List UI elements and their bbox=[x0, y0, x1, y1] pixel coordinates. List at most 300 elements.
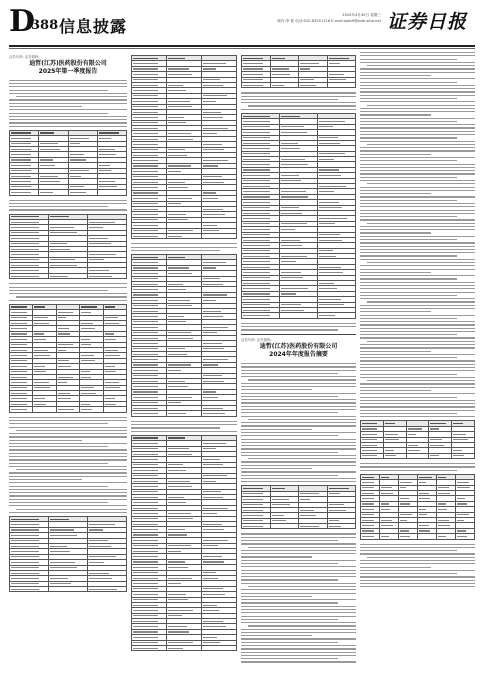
table-row bbox=[10, 587, 127, 592]
text-line bbox=[131, 421, 237, 422]
table-row bbox=[10, 273, 127, 278]
section-title: 信息披露 bbox=[59, 17, 128, 36]
text-line bbox=[248, 586, 356, 587]
text-line bbox=[241, 109, 356, 110]
text-line bbox=[9, 456, 127, 457]
text-line bbox=[9, 486, 108, 487]
financial-table bbox=[9, 130, 127, 196]
text-line bbox=[360, 265, 475, 266]
table-cell bbox=[167, 646, 202, 651]
text-line bbox=[360, 410, 475, 411]
text-line bbox=[9, 203, 127, 204]
text-line bbox=[9, 512, 127, 513]
announcement-header bbox=[9, 54, 127, 76]
table-cell bbox=[97, 190, 126, 195]
text-line bbox=[131, 243, 237, 244]
text-line bbox=[360, 563, 475, 564]
text-line bbox=[9, 440, 82, 441]
text-line bbox=[248, 419, 356, 420]
text-line bbox=[241, 645, 356, 646]
text-line bbox=[360, 101, 475, 102]
table-cell bbox=[299, 524, 328, 529]
text-line bbox=[360, 118, 475, 119]
shareholder-table bbox=[9, 304, 127, 413]
text-line bbox=[241, 596, 312, 597]
table-cell bbox=[88, 273, 127, 278]
text-line bbox=[360, 193, 431, 194]
table-cell bbox=[33, 407, 56, 412]
text-line bbox=[241, 658, 338, 659]
table-cell bbox=[49, 273, 88, 278]
balance-sheet-table bbox=[131, 55, 237, 239]
text-line bbox=[241, 583, 356, 584]
announcement-company: 迪哲(江苏)医药股份有限公司 bbox=[29, 60, 107, 67]
text-line bbox=[360, 550, 457, 551]
text-line bbox=[360, 213, 475, 214]
text-line bbox=[9, 427, 127, 428]
text-line bbox=[9, 433, 127, 434]
text-line bbox=[360, 570, 475, 571]
text-line bbox=[360, 180, 475, 181]
text-line bbox=[367, 380, 475, 381]
text-line bbox=[241, 655, 356, 656]
text-line bbox=[241, 323, 356, 324]
text-line bbox=[241, 593, 356, 594]
shareholder-table bbox=[360, 474, 475, 540]
text-line bbox=[360, 282, 475, 283]
text-line bbox=[360, 154, 431, 155]
text-line bbox=[360, 377, 475, 378]
text-line bbox=[241, 550, 356, 551]
text-line bbox=[360, 88, 475, 89]
column-3 bbox=[241, 52, 356, 692]
text-line bbox=[360, 397, 457, 398]
announcement-code-line: 证券代码: 证券简称: bbox=[241, 338, 272, 343]
text-line bbox=[360, 295, 457, 296]
text-line bbox=[360, 108, 475, 109]
text-line bbox=[241, 326, 356, 327]
text-line bbox=[241, 435, 338, 436]
text-line bbox=[241, 576, 356, 577]
text-line bbox=[241, 445, 356, 446]
table-cell bbox=[132, 233, 167, 238]
text-line bbox=[360, 52, 475, 53]
text-line bbox=[241, 452, 338, 453]
text-line bbox=[241, 599, 356, 600]
text-line bbox=[241, 376, 356, 377]
text-line bbox=[9, 83, 127, 84]
text-line bbox=[360, 583, 475, 584]
text-line bbox=[360, 141, 475, 142]
text-line bbox=[241, 635, 312, 636]
text-line bbox=[241, 556, 312, 557]
cash-flow-table bbox=[241, 113, 356, 319]
text-line bbox=[241, 589, 356, 590]
masthead-rule-thin bbox=[9, 48, 475, 49]
table-cell bbox=[452, 453, 475, 458]
text-line bbox=[9, 417, 127, 418]
financial-table bbox=[9, 516, 127, 592]
text-line bbox=[9, 287, 127, 288]
table-cell bbox=[68, 190, 97, 195]
text-line bbox=[360, 400, 475, 401]
text-line bbox=[9, 482, 127, 483]
text-line bbox=[360, 249, 475, 250]
text-line bbox=[360, 239, 457, 240]
section-divider bbox=[241, 334, 356, 335]
text-line bbox=[360, 226, 475, 227]
text-line bbox=[9, 423, 108, 424]
text-line bbox=[9, 200, 127, 201]
text-line bbox=[360, 177, 457, 178]
table-cell bbox=[383, 453, 406, 458]
text-line bbox=[131, 250, 220, 251]
text-line bbox=[360, 285, 475, 286]
table-cell bbox=[167, 233, 202, 238]
text-line bbox=[367, 341, 475, 342]
text-line bbox=[241, 370, 356, 371]
text-line bbox=[360, 190, 475, 191]
text-line bbox=[360, 173, 475, 174]
text-line bbox=[360, 544, 475, 545]
text-line bbox=[367, 144, 475, 145]
date-line: 2025年4月30日 星期三 bbox=[342, 13, 381, 17]
text-line bbox=[360, 236, 475, 237]
text-line bbox=[241, 386, 356, 387]
body-text-block bbox=[241, 533, 356, 662]
text-line bbox=[241, 553, 356, 554]
text-line bbox=[9, 502, 108, 503]
text-line bbox=[241, 616, 356, 617]
text-line bbox=[360, 242, 475, 243]
text-line bbox=[241, 638, 356, 639]
text-line bbox=[9, 113, 108, 114]
table-cell bbox=[399, 534, 418, 539]
text-line bbox=[360, 278, 457, 279]
text-line bbox=[360, 463, 475, 464]
text-line bbox=[360, 95, 475, 96]
text-line bbox=[248, 547, 356, 548]
text-line bbox=[360, 586, 475, 587]
text-line bbox=[360, 288, 475, 289]
text-line bbox=[360, 344, 475, 345]
income-statement-table bbox=[131, 254, 237, 417]
text-line bbox=[360, 98, 457, 99]
text-line bbox=[241, 661, 356, 662]
announcement-title: 2025年第一季度报告 bbox=[38, 68, 98, 75]
text-line bbox=[248, 458, 356, 459]
text-line bbox=[360, 147, 475, 148]
table-cell bbox=[202, 411, 237, 416]
text-line bbox=[9, 119, 127, 120]
body-text-block bbox=[131, 243, 237, 251]
text-line bbox=[9, 122, 127, 123]
text-line bbox=[360, 259, 475, 260]
text-line bbox=[360, 403, 475, 404]
text-line bbox=[9, 459, 127, 460]
text-line bbox=[9, 449, 127, 450]
text-line bbox=[241, 537, 356, 538]
text-line bbox=[360, 360, 475, 361]
text-line bbox=[241, 439, 356, 440]
text-line bbox=[241, 632, 356, 633]
body-text-block bbox=[241, 366, 356, 482]
text-line bbox=[241, 478, 356, 479]
table-cell bbox=[103, 407, 126, 412]
text-line bbox=[360, 82, 457, 83]
text-line bbox=[241, 373, 338, 374]
text-line bbox=[360, 246, 475, 247]
text-line bbox=[360, 357, 457, 358]
text-line bbox=[9, 86, 127, 87]
text-line bbox=[9, 443, 127, 444]
text-line bbox=[9, 90, 108, 91]
text-line bbox=[9, 489, 127, 490]
text-line bbox=[16, 509, 127, 510]
text-line bbox=[9, 283, 127, 284]
table-cell bbox=[10, 407, 33, 412]
text-line bbox=[131, 247, 237, 248]
text-line bbox=[360, 72, 475, 73]
table-row bbox=[242, 82, 356, 87]
table-cell bbox=[132, 411, 167, 416]
newspaper-logo: 证券日报 bbox=[387, 11, 468, 33]
text-line bbox=[9, 476, 127, 477]
table-cell bbox=[242, 313, 280, 318]
text-line bbox=[9, 116, 127, 117]
text-line bbox=[241, 481, 356, 482]
header-divider bbox=[9, 80, 127, 81]
body-text-block bbox=[360, 52, 475, 417]
text-line bbox=[360, 560, 475, 561]
header-divider bbox=[241, 363, 356, 364]
table-cell bbox=[318, 313, 356, 318]
text-line bbox=[360, 324, 475, 325]
text-line bbox=[9, 453, 127, 454]
column-1 bbox=[9, 52, 127, 692]
text-line bbox=[367, 223, 475, 224]
table-cell bbox=[10, 587, 49, 592]
text-line bbox=[241, 606, 356, 607]
table-cell bbox=[327, 82, 356, 87]
table-cell bbox=[361, 453, 384, 458]
text-line bbox=[241, 619, 338, 620]
text-line bbox=[360, 567, 431, 568]
text-line bbox=[360, 229, 475, 230]
text-line bbox=[360, 576, 475, 577]
text-line bbox=[360, 406, 475, 407]
text-line bbox=[360, 470, 457, 471]
cash-flow-table bbox=[131, 435, 237, 652]
announcement-code-line: 证券代码: 证券简称: bbox=[9, 55, 40, 59]
text-line bbox=[241, 642, 338, 643]
table-cell bbox=[10, 273, 49, 278]
text-line bbox=[360, 160, 457, 161]
text-line bbox=[360, 334, 457, 335]
text-line bbox=[241, 455, 356, 456]
body-text-block bbox=[9, 200, 127, 211]
text-line bbox=[241, 442, 356, 443]
text-line bbox=[360, 354, 475, 355]
table-row bbox=[361, 453, 475, 458]
text-line bbox=[241, 383, 356, 384]
text-line bbox=[241, 432, 356, 433]
text-line bbox=[360, 55, 475, 56]
table-cell bbox=[80, 407, 103, 412]
text-line bbox=[360, 157, 475, 158]
text-line bbox=[241, 412, 338, 413]
text-line bbox=[241, 570, 356, 571]
table-cell bbox=[299, 82, 328, 87]
text-line bbox=[9, 420, 127, 421]
text-line bbox=[131, 427, 220, 428]
masthead-meta bbox=[241, 12, 381, 24]
body-text-block bbox=[360, 463, 475, 471]
text-line bbox=[241, 96, 356, 97]
text-line bbox=[360, 59, 457, 60]
text-line bbox=[360, 311, 431, 312]
table-row bbox=[242, 524, 356, 529]
text-line bbox=[360, 370, 475, 371]
text-line bbox=[360, 331, 475, 332]
text-line bbox=[360, 367, 475, 368]
text-line bbox=[9, 106, 82, 107]
text-line bbox=[360, 387, 475, 388]
table-cell bbox=[202, 646, 237, 651]
column-2 bbox=[131, 52, 237, 692]
text-line bbox=[241, 399, 356, 400]
text-line bbox=[360, 170, 475, 171]
text-line bbox=[248, 625, 356, 626]
text-line bbox=[360, 318, 457, 319]
text-line bbox=[9, 495, 127, 496]
text-line bbox=[360, 255, 457, 256]
text-line bbox=[360, 383, 475, 384]
table-row bbox=[10, 190, 127, 195]
text-line bbox=[16, 296, 127, 297]
text-line bbox=[9, 103, 127, 104]
table-cell bbox=[456, 534, 475, 539]
text-line bbox=[360, 315, 475, 316]
masthead bbox=[9, 5, 475, 45]
text-line bbox=[360, 547, 475, 548]
table-cell bbox=[361, 534, 380, 539]
table-cell bbox=[418, 534, 437, 539]
text-line bbox=[9, 436, 127, 437]
financial-indicator-table bbox=[360, 420, 475, 459]
text-line bbox=[9, 99, 127, 100]
text-line bbox=[9, 300, 127, 301]
announcement-header bbox=[241, 337, 356, 359]
table-cell bbox=[242, 82, 271, 87]
text-line bbox=[360, 351, 431, 352]
text-line bbox=[9, 290, 108, 291]
text-line bbox=[241, 416, 356, 417]
text-line bbox=[9, 209, 127, 210]
text-line bbox=[360, 269, 475, 270]
text-line bbox=[241, 540, 338, 541]
cash-flow-table bbox=[241, 55, 356, 88]
text-line bbox=[360, 78, 475, 79]
text-line bbox=[241, 563, 338, 564]
table-cell bbox=[132, 646, 167, 651]
text-line bbox=[360, 91, 475, 92]
text-line bbox=[367, 105, 475, 106]
text-line bbox=[360, 75, 431, 76]
table-cell bbox=[10, 190, 39, 195]
text-line bbox=[241, 429, 312, 430]
text-line bbox=[360, 62, 475, 63]
table-row bbox=[132, 411, 237, 416]
body-text-block bbox=[131, 421, 237, 432]
text-line bbox=[9, 446, 108, 447]
table-cell bbox=[429, 453, 452, 458]
text-line bbox=[241, 622, 356, 623]
text-line bbox=[360, 124, 475, 125]
announcement-company: 迪哲(江苏)医药股份有限公司 bbox=[259, 343, 338, 351]
text-line bbox=[241, 652, 356, 653]
text-line bbox=[241, 573, 356, 574]
table-row bbox=[132, 233, 237, 238]
text-line bbox=[241, 409, 356, 410]
text-line bbox=[241, 102, 356, 103]
text-line bbox=[360, 393, 475, 394]
text-line bbox=[360, 305, 475, 306]
table-cell bbox=[167, 411, 202, 416]
table-cell bbox=[242, 524, 271, 529]
text-line bbox=[241, 543, 356, 544]
text-line bbox=[241, 566, 356, 567]
text-line bbox=[367, 183, 475, 184]
text-line bbox=[241, 648, 356, 649]
text-line bbox=[241, 468, 312, 469]
text-line bbox=[360, 252, 475, 253]
text-line bbox=[241, 402, 356, 403]
text-line bbox=[241, 560, 356, 561]
text-line bbox=[9, 126, 127, 127]
text-line bbox=[360, 298, 475, 299]
text-line bbox=[360, 111, 475, 112]
text-line bbox=[360, 308, 475, 309]
text-line bbox=[241, 612, 356, 613]
text-line bbox=[16, 430, 127, 431]
text-line bbox=[9, 466, 127, 467]
text-line bbox=[241, 533, 356, 534]
text-line bbox=[360, 219, 475, 220]
text-line bbox=[360, 374, 457, 375]
table-cell bbox=[202, 233, 237, 238]
body-text-block bbox=[9, 83, 127, 127]
text-line bbox=[360, 328, 475, 329]
masthead-rule bbox=[9, 45, 475, 47]
text-line bbox=[9, 463, 108, 464]
text-line bbox=[241, 475, 338, 476]
text-line bbox=[9, 499, 127, 500]
table-cell bbox=[270, 82, 299, 87]
table-row bbox=[242, 313, 356, 318]
text-line bbox=[360, 364, 475, 365]
text-line bbox=[131, 424, 237, 425]
text-line bbox=[360, 114, 431, 115]
text-line bbox=[360, 216, 457, 217]
contact-line: 制作:李 波 电话:010-83251716 E-mail:zqrb9@zqrb.sina.net bbox=[277, 19, 381, 23]
body-text-block bbox=[241, 92, 356, 110]
text-line bbox=[360, 210, 475, 211]
text-line bbox=[360, 200, 457, 201]
text-line bbox=[360, 164, 475, 165]
company-info-table bbox=[241, 485, 356, 529]
text-line bbox=[241, 366, 356, 367]
